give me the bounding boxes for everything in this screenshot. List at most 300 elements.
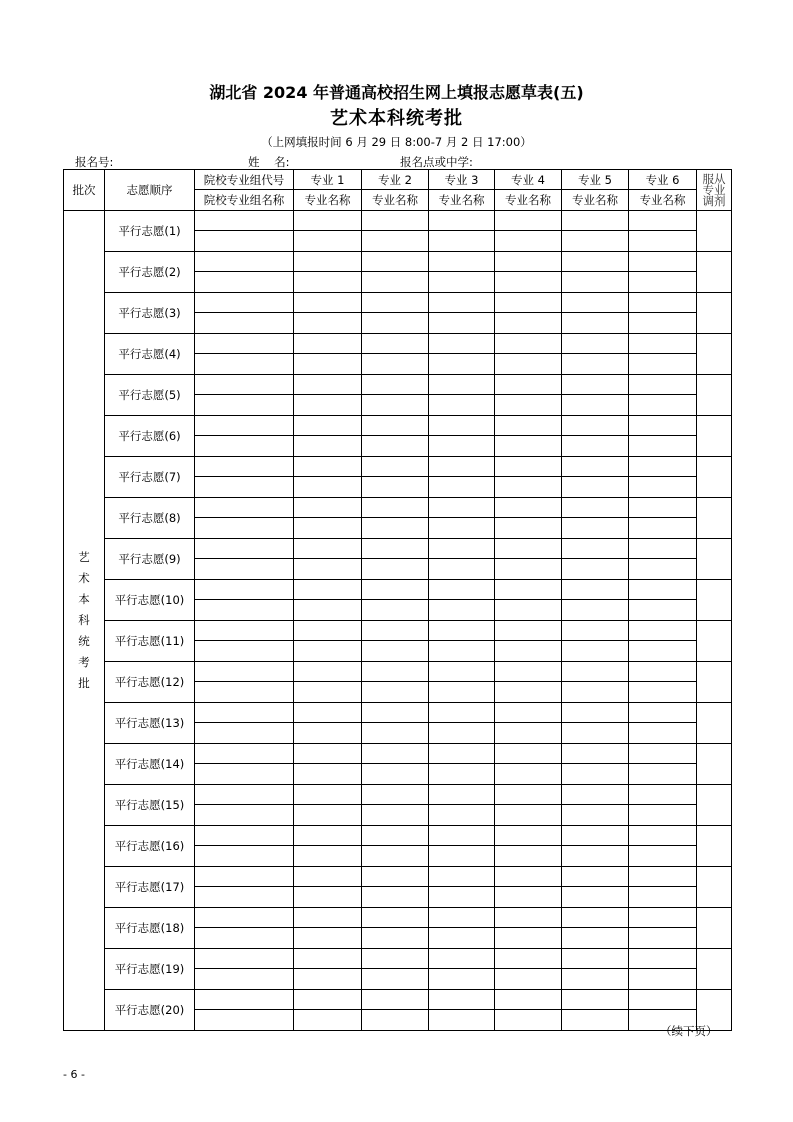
group-name-input[interactable]	[195, 887, 294, 908]
major-2-name-input[interactable]	[362, 641, 429, 662]
major-3-code-input[interactable]	[429, 539, 495, 559]
major-2-name-input[interactable]	[362, 436, 429, 457]
major-3-code-input[interactable]	[429, 867, 495, 887]
major-5-name-input[interactable]	[562, 682, 629, 703]
major-2-name-input[interactable]	[362, 723, 429, 744]
group-name-input[interactable]	[195, 928, 294, 949]
major-2-code-input[interactable]	[362, 908, 429, 928]
major-4-name-input[interactable]	[495, 395, 562, 416]
major-5-name-input[interactable]	[562, 969, 629, 990]
major-5-code-input[interactable]	[562, 580, 629, 600]
major-5-name-input[interactable]	[562, 559, 629, 580]
major-6-code-input[interactable]	[629, 211, 697, 231]
major-5-name-input[interactable]	[562, 723, 629, 744]
group-name-input[interactable]	[195, 641, 294, 662]
major-2-code-input[interactable]	[362, 785, 429, 805]
adjust-input[interactable]	[697, 949, 732, 990]
major-3-code-input[interactable]	[429, 949, 495, 969]
major-3-code-input[interactable]	[429, 703, 495, 723]
major-1-name-input[interactable]	[294, 559, 362, 580]
group-name-input[interactable]	[195, 682, 294, 703]
major-1-code-input[interactable]	[294, 580, 362, 600]
major-6-code-input[interactable]	[629, 498, 697, 518]
major-3-name-input[interactable]	[429, 764, 495, 785]
major-2-name-input[interactable]	[362, 231, 429, 252]
major-3-code-input[interactable]	[429, 375, 495, 395]
major-6-name-input[interactable]	[629, 764, 697, 785]
adjust-input[interactable]	[697, 662, 732, 703]
group-name-input[interactable]	[195, 969, 294, 990]
major-4-name-input[interactable]	[495, 518, 562, 539]
major-3-code-input[interactable]	[429, 416, 495, 436]
group-name-input[interactable]	[195, 477, 294, 498]
major-3-code-input[interactable]	[429, 457, 495, 477]
major-4-code-input[interactable]	[495, 539, 562, 559]
major-6-name-input[interactable]	[629, 313, 697, 334]
adjust-input[interactable]	[697, 375, 732, 416]
major-4-name-input[interactable]	[495, 682, 562, 703]
major-3-code-input[interactable]	[429, 785, 495, 805]
major-6-code-input[interactable]	[629, 334, 697, 354]
major-3-name-input[interactable]	[429, 518, 495, 539]
major-2-code-input[interactable]	[362, 867, 429, 887]
major-3-code-input[interactable]	[429, 498, 495, 518]
major-3-code-input[interactable]	[429, 908, 495, 928]
group-name-input[interactable]	[195, 559, 294, 580]
major-5-name-input[interactable]	[562, 272, 629, 293]
major-4-code-input[interactable]	[495, 867, 562, 887]
group-name-input[interactable]	[195, 846, 294, 867]
major-4-name-input[interactable]	[495, 600, 562, 621]
group-code-input[interactable]	[195, 826, 294, 846]
major-6-code-input[interactable]	[629, 580, 697, 600]
major-6-name-input[interactable]	[629, 682, 697, 703]
major-6-name-input[interactable]	[629, 436, 697, 457]
group-name-input[interactable]	[195, 395, 294, 416]
major-2-name-input[interactable]	[362, 600, 429, 621]
major-4-code-input[interactable]	[495, 908, 562, 928]
adjust-input[interactable]	[697, 457, 732, 498]
major-1-name-input[interactable]	[294, 518, 362, 539]
major-1-name-input[interactable]	[294, 846, 362, 867]
major-1-code-input[interactable]	[294, 908, 362, 928]
major-6-code-input[interactable]	[629, 908, 697, 928]
major-5-name-input[interactable]	[562, 436, 629, 457]
major-3-name-input[interactable]	[429, 682, 495, 703]
major-5-name-input[interactable]	[562, 313, 629, 334]
major-2-code-input[interactable]	[362, 416, 429, 436]
major-1-name-input[interactable]	[294, 313, 362, 334]
major-4-code-input[interactable]	[495, 785, 562, 805]
major-5-code-input[interactable]	[562, 211, 629, 231]
major-1-code-input[interactable]	[294, 375, 362, 395]
major-6-name-input[interactable]	[629, 805, 697, 826]
major-1-code-input[interactable]	[294, 867, 362, 887]
major-4-code-input[interactable]	[495, 293, 562, 313]
major-6-name-input[interactable]	[629, 969, 697, 990]
major-1-name-input[interactable]	[294, 272, 362, 293]
major-3-code-input[interactable]	[429, 293, 495, 313]
major-3-name-input[interactable]	[429, 846, 495, 867]
major-3-name-input[interactable]	[429, 395, 495, 416]
major-5-code-input[interactable]	[562, 744, 629, 764]
major-5-name-input[interactable]	[562, 928, 629, 949]
major-5-name-input[interactable]	[562, 641, 629, 662]
major-2-code-input[interactable]	[362, 293, 429, 313]
major-5-name-input[interactable]	[562, 805, 629, 826]
major-1-name-input[interactable]	[294, 477, 362, 498]
major-1-code-input[interactable]	[294, 416, 362, 436]
major-5-code-input[interactable]	[562, 457, 629, 477]
major-3-code-input[interactable]	[429, 826, 495, 846]
major-6-code-input[interactable]	[629, 662, 697, 682]
major-4-code-input[interactable]	[495, 457, 562, 477]
major-5-code-input[interactable]	[562, 293, 629, 313]
major-1-code-input[interactable]	[294, 990, 362, 1010]
major-2-name-input[interactable]	[362, 518, 429, 539]
group-code-input[interactable]	[195, 703, 294, 723]
major-3-name-input[interactable]	[429, 887, 495, 908]
group-name-input[interactable]	[195, 231, 294, 252]
major-4-name-input[interactable]	[495, 928, 562, 949]
major-6-name-input[interactable]	[629, 559, 697, 580]
major-2-name-input[interactable]	[362, 887, 429, 908]
major-1-code-input[interactable]	[294, 621, 362, 641]
major-3-code-input[interactable]	[429, 334, 495, 354]
major-3-name-input[interactable]	[429, 436, 495, 457]
major-6-name-input[interactable]	[629, 272, 697, 293]
adjust-input[interactable]	[697, 785, 732, 826]
major-4-name-input[interactable]	[495, 805, 562, 826]
major-1-code-input[interactable]	[294, 826, 362, 846]
major-2-code-input[interactable]	[362, 252, 429, 272]
major-3-name-input[interactable]	[429, 477, 495, 498]
major-4-code-input[interactable]	[495, 252, 562, 272]
major-2-name-input[interactable]	[362, 764, 429, 785]
major-5-code-input[interactable]	[562, 867, 629, 887]
major-1-code-input[interactable]	[294, 785, 362, 805]
major-2-code-input[interactable]	[362, 457, 429, 477]
major-3-code-input[interactable]	[429, 621, 495, 641]
adjust-input[interactable]	[697, 826, 732, 867]
group-name-input[interactable]	[195, 805, 294, 826]
major-1-code-input[interactable]	[294, 457, 362, 477]
group-code-input[interactable]	[195, 744, 294, 764]
group-code-input[interactable]	[195, 252, 294, 272]
major-6-name-input[interactable]	[629, 887, 697, 908]
major-6-code-input[interactable]	[629, 785, 697, 805]
major-6-name-input[interactable]	[629, 600, 697, 621]
group-code-input[interactable]	[195, 539, 294, 559]
major-1-code-input[interactable]	[294, 539, 362, 559]
major-2-name-input[interactable]	[362, 805, 429, 826]
major-5-code-input[interactable]	[562, 375, 629, 395]
group-code-input[interactable]	[195, 785, 294, 805]
major-6-code-input[interactable]	[629, 539, 697, 559]
group-name-input[interactable]	[195, 313, 294, 334]
adjust-input[interactable]	[697, 703, 732, 744]
major-1-code-input[interactable]	[294, 703, 362, 723]
major-5-code-input[interactable]	[562, 252, 629, 272]
adjust-input[interactable]	[697, 498, 732, 539]
major-6-name-input[interactable]	[629, 354, 697, 375]
major-1-name-input[interactable]	[294, 641, 362, 662]
major-3-name-input[interactable]	[429, 600, 495, 621]
major-2-code-input[interactable]	[362, 990, 429, 1010]
major-4-name-input[interactable]	[495, 723, 562, 744]
group-name-input[interactable]	[195, 518, 294, 539]
major-3-name-input[interactable]	[429, 1010, 495, 1031]
major-6-name-input[interactable]	[629, 395, 697, 416]
major-4-name-input[interactable]	[495, 887, 562, 908]
group-code-input[interactable]	[195, 990, 294, 1010]
major-5-code-input[interactable]	[562, 662, 629, 682]
major-2-name-input[interactable]	[362, 272, 429, 293]
major-3-name-input[interactable]	[429, 928, 495, 949]
major-6-code-input[interactable]	[629, 293, 697, 313]
major-4-code-input[interactable]	[495, 621, 562, 641]
major-4-code-input[interactable]	[495, 703, 562, 723]
major-6-code-input[interactable]	[629, 416, 697, 436]
header-major-name-3: 专业名称	[429, 190, 495, 211]
group-name-input[interactable]	[195, 600, 294, 621]
major-6-name-input[interactable]	[629, 723, 697, 744]
group-code-input[interactable]	[195, 949, 294, 969]
major-4-code-input[interactable]	[495, 211, 562, 231]
group-name-input[interactable]	[195, 764, 294, 785]
choice-order: 平行志愿(7)	[105, 457, 195, 498]
major-5-code-input[interactable]	[562, 539, 629, 559]
major-5-name-input[interactable]	[562, 477, 629, 498]
major-6-name-input[interactable]	[629, 846, 697, 867]
group-name-input[interactable]	[195, 436, 294, 457]
major-2-name-input[interactable]	[362, 928, 429, 949]
major-1-code-input[interactable]	[294, 498, 362, 518]
major-1-name-input[interactable]	[294, 600, 362, 621]
group-name-input[interactable]	[195, 354, 294, 375]
major-1-code-input[interactable]	[294, 334, 362, 354]
major-5-code-input[interactable]	[562, 703, 629, 723]
adjust-input[interactable]	[697, 211, 732, 252]
major-2-code-input[interactable]	[362, 498, 429, 518]
major-1-name-input[interactable]	[294, 805, 362, 826]
major-6-name-input[interactable]	[629, 231, 697, 252]
major-4-code-input[interactable]	[495, 744, 562, 764]
adjust-input[interactable]	[697, 867, 732, 908]
major-2-code-input[interactable]	[362, 580, 429, 600]
major-5-name-input[interactable]	[562, 395, 629, 416]
major-6-code-input[interactable]	[629, 375, 697, 395]
group-code-input[interactable]	[195, 416, 294, 436]
group-code-input[interactable]	[195, 867, 294, 887]
major-1-name-input[interactable]	[294, 395, 362, 416]
major-4-name-input[interactable]	[495, 231, 562, 252]
major-2-code-input[interactable]	[362, 375, 429, 395]
major-2-name-input[interactable]	[362, 395, 429, 416]
major-2-code-input[interactable]	[362, 826, 429, 846]
major-1-name-input[interactable]	[294, 682, 362, 703]
major-4-name-input[interactable]	[495, 436, 562, 457]
adjust-input[interactable]	[697, 334, 732, 375]
major-1-name-input[interactable]	[294, 764, 362, 785]
group-code-input[interactable]	[195, 375, 294, 395]
group-code-input[interactable]	[195, 908, 294, 928]
major-1-code-input[interactable]	[294, 252, 362, 272]
major-4-code-input[interactable]	[495, 375, 562, 395]
adjust-input[interactable]	[697, 621, 732, 662]
major-5-name-input[interactable]	[562, 518, 629, 539]
major-2-code-input[interactable]	[362, 539, 429, 559]
major-5-name-input[interactable]	[562, 1010, 629, 1031]
adjust-input[interactable]	[697, 416, 732, 457]
major-4-name-input[interactable]	[495, 313, 562, 334]
adjust-input[interactable]	[697, 252, 732, 293]
adjust-input[interactable]	[697, 908, 732, 949]
major-2-name-input[interactable]	[362, 1010, 429, 1031]
major-3-name-input[interactable]	[429, 641, 495, 662]
major-3-code-input[interactable]	[429, 211, 495, 231]
major-4-code-input[interactable]	[495, 990, 562, 1010]
major-2-code-input[interactable]	[362, 621, 429, 641]
major-6-name-input[interactable]	[629, 518, 697, 539]
group-name-input[interactable]	[195, 272, 294, 293]
major-4-code-input[interactable]	[495, 580, 562, 600]
major-5-code-input[interactable]	[562, 498, 629, 518]
major-3-name-input[interactable]	[429, 313, 495, 334]
major-4-name-input[interactable]	[495, 477, 562, 498]
major-6-code-input[interactable]	[629, 252, 697, 272]
major-2-name-input[interactable]	[362, 559, 429, 580]
major-2-code-input[interactable]	[362, 703, 429, 723]
major-5-code-input[interactable]	[562, 416, 629, 436]
major-5-code-input[interactable]	[562, 785, 629, 805]
major-5-name-input[interactable]	[562, 600, 629, 621]
major-4-code-input[interactable]	[495, 334, 562, 354]
major-4-name-input[interactable]	[495, 272, 562, 293]
major-5-code-input[interactable]	[562, 908, 629, 928]
major-4-name-input[interactable]	[495, 1010, 562, 1031]
group-code-input[interactable]	[195, 580, 294, 600]
major-5-code-input[interactable]	[562, 826, 629, 846]
major-4-code-input[interactable]	[495, 949, 562, 969]
group-code-input[interactable]	[195, 457, 294, 477]
major-4-name-input[interactable]	[495, 354, 562, 375]
major-6-code-input[interactable]	[629, 867, 697, 887]
major-2-code-input[interactable]	[362, 949, 429, 969]
major-4-code-input[interactable]	[495, 416, 562, 436]
major-4-name-input[interactable]	[495, 764, 562, 785]
major-1-name-input[interactable]	[294, 436, 362, 457]
major-5-name-input[interactable]	[562, 887, 629, 908]
major-5-code-input[interactable]	[562, 621, 629, 641]
major-1-name-input[interactable]	[294, 928, 362, 949]
major-2-name-input[interactable]	[362, 969, 429, 990]
major-1-code-input[interactable]	[294, 211, 362, 231]
adjust-input[interactable]	[697, 744, 732, 785]
major-5-name-input[interactable]	[562, 846, 629, 867]
major-5-code-input[interactable]	[562, 334, 629, 354]
major-5-name-input[interactable]	[562, 354, 629, 375]
major-6-code-input[interactable]	[629, 744, 697, 764]
major-3-name-input[interactable]	[429, 354, 495, 375]
major-2-code-input[interactable]	[362, 334, 429, 354]
major-5-code-input[interactable]	[562, 949, 629, 969]
major-6-name-input[interactable]	[629, 641, 697, 662]
group-name-input[interactable]	[195, 1010, 294, 1031]
major-5-name-input[interactable]	[562, 231, 629, 252]
group-code-input[interactable]	[195, 293, 294, 313]
major-4-code-input[interactable]	[495, 498, 562, 518]
adjust-input[interactable]	[697, 580, 732, 621]
major-3-name-input[interactable]	[429, 805, 495, 826]
major-3-code-input[interactable]	[429, 662, 495, 682]
major-1-name-input[interactable]	[294, 231, 362, 252]
major-1-code-input[interactable]	[294, 293, 362, 313]
major-2-name-input[interactable]	[362, 846, 429, 867]
major-3-code-input[interactable]	[429, 252, 495, 272]
major-3-name-input[interactable]	[429, 231, 495, 252]
group-code-input[interactable]	[195, 498, 294, 518]
group-code-input[interactable]	[195, 334, 294, 354]
major-1-code-input[interactable]	[294, 744, 362, 764]
group-code-input[interactable]	[195, 621, 294, 641]
major-4-code-input[interactable]	[495, 826, 562, 846]
major-4-name-input[interactable]	[495, 559, 562, 580]
major-3-name-input[interactable]	[429, 969, 495, 990]
group-name-input[interactable]	[195, 723, 294, 744]
major-5-code-input[interactable]	[562, 990, 629, 1010]
major-6-code-input[interactable]	[629, 621, 697, 641]
major-4-name-input[interactable]	[495, 846, 562, 867]
major-6-code-input[interactable]	[629, 703, 697, 723]
major-3-code-input[interactable]	[429, 580, 495, 600]
group-code-input[interactable]	[195, 211, 294, 231]
major-2-name-input[interactable]	[362, 313, 429, 334]
major-6-code-input[interactable]	[629, 949, 697, 969]
major-2-code-input[interactable]	[362, 744, 429, 764]
major-5-name-input[interactable]	[562, 764, 629, 785]
major-1-name-input[interactable]	[294, 354, 362, 375]
major-6-code-input[interactable]	[629, 990, 697, 1010]
major-6-code-input[interactable]	[629, 826, 697, 846]
major-3-name-input[interactable]	[429, 723, 495, 744]
major-2-name-input[interactable]	[362, 682, 429, 703]
major-2-code-input[interactable]	[362, 662, 429, 682]
major-6-name-input[interactable]	[629, 928, 697, 949]
major-2-code-input[interactable]	[362, 211, 429, 231]
adjust-input[interactable]	[697, 293, 732, 334]
major-2-name-input[interactable]	[362, 477, 429, 498]
major-6-code-input[interactable]	[629, 457, 697, 477]
adjust-input[interactable]	[697, 539, 732, 580]
major-4-name-input[interactable]	[495, 969, 562, 990]
major-1-name-input[interactable]	[294, 1010, 362, 1031]
major-3-code-input[interactable]	[429, 990, 495, 1010]
major-2-name-input[interactable]	[362, 354, 429, 375]
major-1-name-input[interactable]	[294, 723, 362, 744]
major-3-name-input[interactable]	[429, 559, 495, 580]
major-3-name-input[interactable]	[429, 272, 495, 293]
major-6-name-input[interactable]	[629, 477, 697, 498]
major-1-code-input[interactable]	[294, 662, 362, 682]
major-4-name-input[interactable]	[495, 641, 562, 662]
group-code-input[interactable]	[195, 662, 294, 682]
major-1-code-input[interactable]	[294, 949, 362, 969]
major-3-code-input[interactable]	[429, 744, 495, 764]
major-1-name-input[interactable]	[294, 887, 362, 908]
major-1-name-input[interactable]	[294, 969, 362, 990]
major-4-code-input[interactable]	[495, 662, 562, 682]
